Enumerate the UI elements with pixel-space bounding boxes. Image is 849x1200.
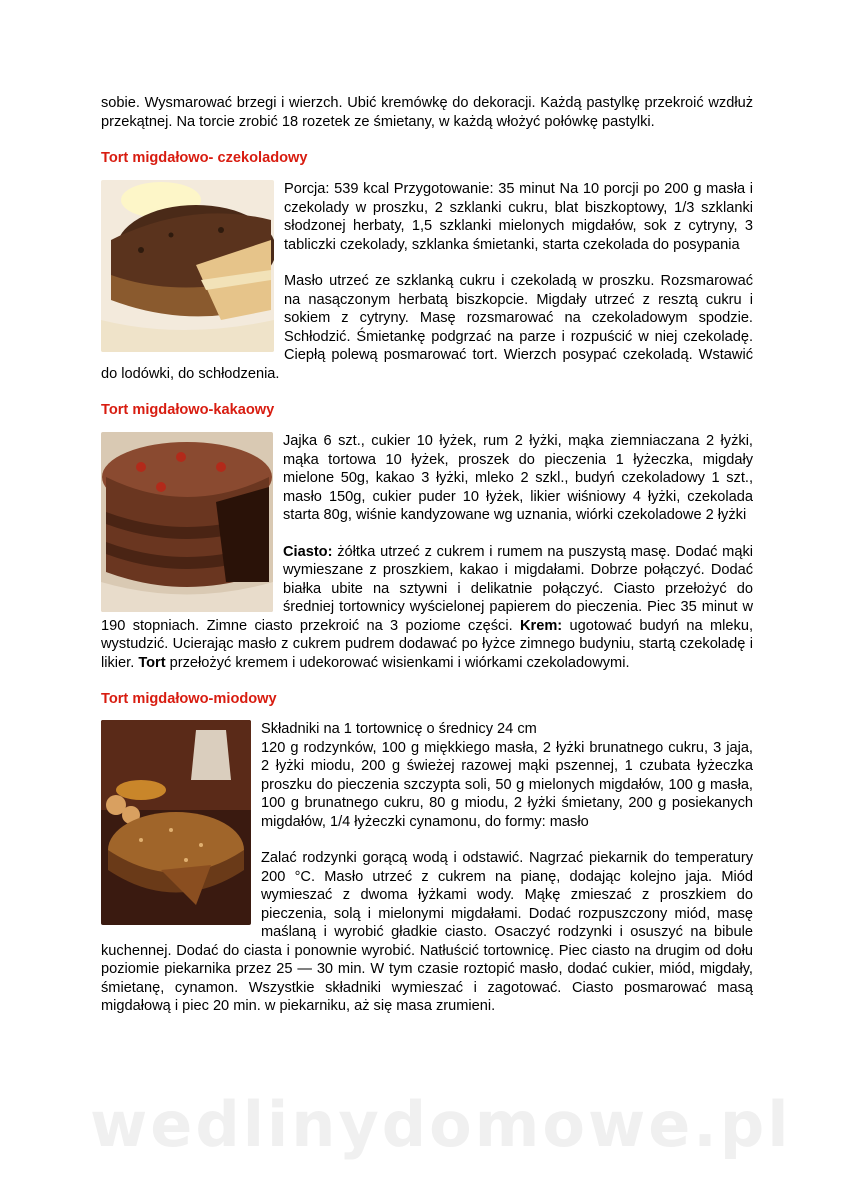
recipe-title-migdalowo-miodowy: Tort migdałowo-miodowy	[101, 691, 277, 707]
honey-cake-image	[101, 720, 251, 925]
recipe-1-ingredients: Porcja: 539 kcal Przygotowanie: 35 minut Na 10 porcji po 200 g masła i czekolady w proszku, 2 szklanki cukru, blat biszkoptowy, 1/3 szklanki słodzonej herbaty, 1,5 szklanki mielonych migdałów, sok z cytryny, 3 tabliczki czekolady, szklanka śmietanki, starta czekolada do posypania	[284, 181, 753, 253]
krem-label: Krem:	[519, 617, 563, 634]
cake-photo-chocolate	[101, 180, 274, 352]
chocolate-cake-image	[101, 180, 274, 352]
krem-text: ugotować budyń na mleku, wystudzić. Ucierając masło z cukrem pudrem dodawać po łyżce zimnego budyniu, startą czekoladę i likier.	[101, 617, 753, 671]
cake-photo-honey	[101, 720, 251, 925]
intro-paragraph: sobie. Wysmarować brzegi i wierzch. Ubić kremówkę do dekoracji. Każdą pastylkę przekroić wzdłuż przekątnej. Na torcie zrobić 18 rozetek ze śmietany, w każdą włożyć połówkę pastylki.	[101, 95, 753, 130]
cocoa-cake-image	[101, 432, 273, 612]
recipe-title-migdalowo-kakaowy: Tort migdałowo-kakaowy	[101, 402, 275, 418]
recipe-3-instructions: Zalać rodzynki gorącą wodą i odstawić. Nagrzać piekarnik do temperatury 200 °C. Masło utrzeć z cukrem na pianę, dodając kolejno jaja. Miód wymieszać z dwoma łyżkami wody. Mąkę zmieszać z proszkiem do pieczenia, solą i mielonymi migdałami. Dodać rozpuszczony miód, masę maślaną i wyrobić gładkie ciasto. Osaczyć rodzynki i osuszyć na bibule kuchennej. Dodać do ciasta i ponownie wyrobić. Natłuścić tortownicę. Piec ciasto na drugim od dołu poziomie piekarnika przez 25 — 30 min. W tym czasie roztopić masło, dodać cukier, miód, migdały, śmietanę, cynamon. Wszystkie składniki wymieszać i zagotować. Ciasto posmarować masą migdałową i piec 20 min. w piekarniku, aż się masa zrumieni.	[101, 850, 753, 1014]
ciasto-label: Ciasto:	[283, 543, 333, 560]
cake-photo-cocoa	[101, 432, 273, 612]
recipe-3-servings: Składniki na 1 tortownicę o średnicy 24 cm	[261, 721, 537, 737]
recipe-3-ingredients: 120 g rodzynków, 100 g miękkiego masła, 2 łyżki brunatnego cukru, 3 jaja, 2 łyżki miodu, 200 g świeżej razowej mąki pszennej, 1 czubata łyżeczka proszku do pieczenia szczypta soli, 50 g mielonych migdałów, 100 g masła, 100 g brunatnego cukru, 80 g miodu, 2 łyżki śmietany, 200 g posiekanych migdałów, 1/4 łyżeczki cynamonu, do formy: masło	[261, 739, 753, 830]
recipe-1-instructions: Masło utrzeć ze szklanką cukru i czekoladą w proszku. Rozsmarować na nasączonym herbatą biszkopcie. Migdały utrzeć z resztą cukru i sokiem z cytryny. Masę rozsmarować na czekoladowym spodzie. Schłodzić. Śmietankę podgrzać na parze i rozpuścić w niej czekoladę. Ciepłą polewą posmarować tort. Wierzch posypać czekoladą. Wstawić do lodówki, do schłodzenia.	[101, 273, 753, 382]
recipe-title-migdalowo-czekoladowy: Tort migdałowo- czekoladowy	[101, 150, 308, 166]
ciasto-text: żółtka utrzeć z cukrem i rumem na puszystą masę. Dodać mąki wymieszane z proszkiem, kakao i migdałami. Dobrze połączyć. Dodać białka ubite na sztywni i delikatnie połączyć. Ciasto przełożyć do średniej tortownicy wyścielonej papierem do pieczenia. Piec 35 minut w 190 stopniach. Zimne ciasto przekroić na 3 poziome części.	[101, 543, 753, 634]
recipe-2-ingredients: Jajka 6 szt., cukier 10 łyżek, rum 2 łyżki, mąka ziemniaczana 2 łyżki, mąka tortowa 10 łyżek, proszek do pieczenia 1 łyżeczka, migdały mielone 50g, kakao 3 łyżki, mleko 2 szkl., budyń czekoladowy 1 szt., masło 150g, cukier puder 10 łyżek, likier wiśniowy 4 łyżki, czekolada starta 80g, wiśnie kandyzowane wg uznania, wiórki czekoladowe 2 łyżki	[283, 433, 753, 523]
tort-label: Tort	[138, 654, 166, 671]
watermark: wedlinydomowe.pl	[90, 1088, 792, 1161]
tort-text: przełożyć kremem i udekorować wisienkami i wiórkami czekoladowymi.	[165, 654, 630, 671]
document-page	[101, 94, 753, 1016]
